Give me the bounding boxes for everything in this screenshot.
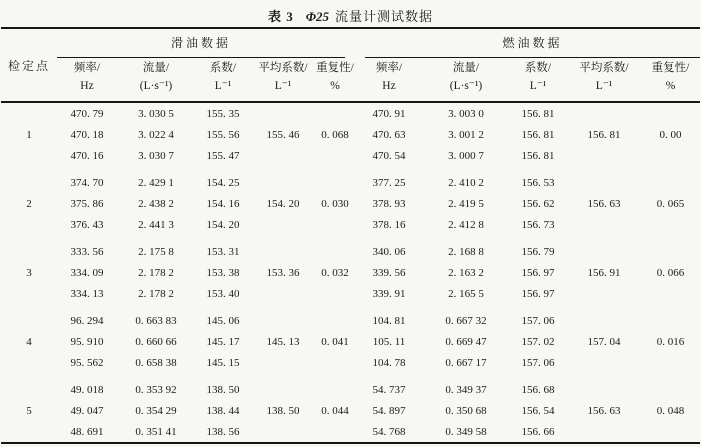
lube-avg-value: 155. 46 xyxy=(266,128,300,141)
header-line2: Hz xyxy=(80,80,94,92)
lube-flow-value: 3. 030 5 xyxy=(138,107,174,120)
header-line1: 流量/ xyxy=(142,62,170,75)
fuel-freq-value: 104. 78 xyxy=(372,356,406,369)
point-number: 5 xyxy=(26,404,32,417)
lube-avg-value: 138. 50 xyxy=(266,404,300,417)
fuel-rep-value: 0. 016 xyxy=(656,335,685,348)
header-line1: 流量/ xyxy=(452,62,480,75)
fuel-freq-value: 470. 54 xyxy=(372,149,406,162)
lube-freq-value: 95. 910 xyxy=(70,335,104,348)
fuel-flow-value: 2. 163 2 xyxy=(448,266,484,279)
fuel-coef-value: 156. 81 xyxy=(521,128,555,141)
lube-flow-value: 2. 178 2 xyxy=(138,287,174,300)
lube-freq-value: 374. 70 xyxy=(70,176,104,189)
fuel-freq-value: 470. 91 xyxy=(372,107,406,120)
fuel-freq-value: 54. 897 xyxy=(372,404,406,417)
fuel-coef-value: 156. 68 xyxy=(521,383,555,396)
lube-group-header xyxy=(57,28,355,58)
lube-flow-value: 3. 030 7 xyxy=(138,149,174,162)
fuel-coef-value: 156. 53 xyxy=(521,176,555,189)
fuel-rep-value: 0. 065 xyxy=(656,197,685,210)
lube-freq-value: 470. 18 xyxy=(70,128,104,141)
lube-flow-value: 2. 441 3 xyxy=(138,218,174,231)
lube-coef-value: 155. 47 xyxy=(206,149,240,162)
fuel-coef-value: 156. 97 xyxy=(521,266,555,279)
lube-freq-value: 48. 691 xyxy=(70,425,104,438)
point-number: 1 xyxy=(26,128,32,141)
fuel-flow-value: 3. 003 0 xyxy=(448,107,484,120)
fuel-flow-value: 0. 669 47 xyxy=(445,335,487,348)
fuel-flow-header xyxy=(423,58,509,102)
fuel-flow-value: 0. 350 68 xyxy=(445,404,487,417)
fuel-flow-value: 0. 667 17 xyxy=(445,356,487,369)
reading-row xyxy=(1,241,700,262)
lube-rep-value: 0. 030 xyxy=(321,197,349,210)
lube-flow-value: 0. 354 29 xyxy=(135,404,177,417)
lube-flow-value: 2. 429 1 xyxy=(138,176,174,189)
header-line1: 平均系数/ xyxy=(258,62,308,75)
fuel-freq-value: 377. 25 xyxy=(372,176,406,189)
table-title-text: 流量计测试数据 xyxy=(335,9,434,24)
lube-flow-value: 2. 175 8 xyxy=(138,245,174,258)
fuel-flow-value: 3. 001 2 xyxy=(448,128,484,141)
lube-coef-header xyxy=(195,58,251,102)
lube-rep-value: 0. 041 xyxy=(321,335,349,348)
fuel-freq-value: 105. 11 xyxy=(372,335,406,348)
fuel-avg-value: 157. 04 xyxy=(587,335,621,348)
fuel-flow-value: 0. 349 37 xyxy=(445,383,487,396)
fuel-freq-value: 54. 737 xyxy=(372,383,406,396)
header-line2: % xyxy=(665,80,676,92)
group-header-row xyxy=(1,28,700,58)
lube-coef-value: 153. 31 xyxy=(206,245,240,258)
lube-flow-value: 0. 658 38 xyxy=(135,356,177,369)
fuel-freq-value: 378. 93 xyxy=(372,197,406,210)
fuel-freq-value: 378. 16 xyxy=(372,218,406,231)
flow-meter-test-table xyxy=(1,27,700,444)
fuel-coef-value: 156. 62 xyxy=(521,197,555,210)
fuel-avg-value: 156. 63 xyxy=(587,197,621,210)
fuel-avg-value: 156. 81 xyxy=(587,128,621,141)
lube-flow-header xyxy=(117,58,195,102)
lube-flow-value: 0. 351 41 xyxy=(135,425,177,438)
point-group-3 xyxy=(1,241,700,304)
fuel-flow-value: 0. 349 58 xyxy=(445,425,487,438)
lube-coef-value: 154. 16 xyxy=(206,197,240,210)
lube-freq-value: 49. 018 xyxy=(70,383,104,396)
fuel-group-header xyxy=(355,28,700,58)
fuel-flow-value: 2. 419 5 xyxy=(448,197,484,210)
header-line2: (L·s⁻¹) xyxy=(449,80,483,92)
fuel-coef-value: 157. 02 xyxy=(521,335,555,348)
lube-freq-value: 95. 562 xyxy=(70,356,104,369)
lube-avg-value: 145. 13 xyxy=(266,335,300,348)
point-group-4 xyxy=(1,310,700,373)
column-header-row xyxy=(1,58,700,102)
fuel-rep-value: 0. 048 xyxy=(656,404,685,417)
point-group-5 xyxy=(1,379,700,443)
table-number: 表 3 xyxy=(267,9,294,24)
lube-coef-value: 153. 40 xyxy=(206,287,240,300)
fuel-coef-value: 157. 06 xyxy=(521,314,555,327)
lube-coef-value: 154. 20 xyxy=(206,218,240,231)
fuel-rep-value: 0. 00 xyxy=(659,128,682,141)
header-line1: 系数/ xyxy=(524,62,552,75)
lube-coef-value: 145. 15 xyxy=(206,356,240,369)
header-line1: 系数/ xyxy=(209,62,237,75)
lube-flow-value: 2. 178 2 xyxy=(138,266,174,279)
reading-row xyxy=(1,379,700,400)
corner-header: 检定点 xyxy=(1,28,57,102)
fuel-freq-value: 54. 768 xyxy=(372,425,406,438)
fuel-coef-header xyxy=(509,58,567,102)
fuel-flow-value: 0. 667 32 xyxy=(445,314,487,327)
header-line2: % xyxy=(330,80,340,92)
lube-coef-value: 145. 17 xyxy=(206,335,240,348)
fuel-freq-value: 339. 91 xyxy=(372,287,406,300)
header-line2: L⁻¹ xyxy=(214,80,232,92)
lube-rep-value: 0. 044 xyxy=(321,404,349,417)
lube-freq-value: 96. 294 xyxy=(70,314,104,327)
header-line1: 平均系数/ xyxy=(579,62,629,75)
fuel-coef-value: 156. 54 xyxy=(521,404,555,417)
fuel-rep-value: 0. 066 xyxy=(656,266,685,279)
point-number: 2 xyxy=(26,197,32,210)
lube-freq-value: 334. 13 xyxy=(70,287,104,300)
point-group-2 xyxy=(1,172,700,235)
lube-flow-value: 2. 438 2 xyxy=(138,197,174,210)
table-header xyxy=(1,28,700,102)
lube-coef-value: 154. 25 xyxy=(206,176,240,189)
fuel-group-label: 燃油数据 xyxy=(365,34,700,58)
reading-row xyxy=(1,172,700,193)
fuel-freq-header xyxy=(355,58,423,102)
table-title xyxy=(0,0,701,27)
fuel-freq-value: 470. 63 xyxy=(372,128,406,141)
lube-coef-value: 138. 56 xyxy=(206,425,240,438)
fuel-rep-header xyxy=(641,58,700,102)
fuel-coef-value: 156. 81 xyxy=(521,149,555,162)
header-line2: L⁻¹ xyxy=(595,80,613,92)
lube-freq-value: 470. 79 xyxy=(70,107,104,120)
lube-flow-value: 0. 660 66 xyxy=(135,335,177,348)
fuel-freq-value: 340. 06 xyxy=(372,245,406,258)
fuel-avg-value: 156. 91 xyxy=(587,266,621,279)
fuel-freq-value: 104. 81 xyxy=(372,314,406,327)
point-number: 4 xyxy=(26,335,32,348)
fuel-coef-value: 156. 97 xyxy=(521,287,555,300)
lube-avg-value: 154. 20 xyxy=(266,197,300,210)
lube-rep-value: 0. 068 xyxy=(321,128,349,141)
header-line2: (L·s⁻¹) xyxy=(139,80,173,92)
lube-rep-value: 0. 032 xyxy=(321,266,349,279)
fuel-flow-value: 2. 168 8 xyxy=(448,245,484,258)
lube-coef-value: 153. 38 xyxy=(206,266,240,279)
lube-coef-value: 155. 35 xyxy=(206,107,240,120)
header-line1: 重复性/ xyxy=(316,62,354,75)
lube-freq-value: 376. 43 xyxy=(70,218,104,231)
header-line1: 频率/ xyxy=(375,62,403,75)
lube-freq-value: 333. 56 xyxy=(70,245,104,258)
lube-flow-value: 3. 022 4 xyxy=(138,128,174,141)
header-line2: L⁻¹ xyxy=(274,80,292,92)
fuel-avg-value: 156. 63 xyxy=(587,404,621,417)
lube-freq-value: 49. 047 xyxy=(70,404,104,417)
fuel-flow-value: 2. 410 2 xyxy=(448,176,484,189)
lube-coef-value: 145. 06 xyxy=(206,314,240,327)
fuel-flow-value: 3. 000 7 xyxy=(448,149,484,162)
lube-freq-value: 334. 09 xyxy=(70,266,104,279)
lube-avg-header xyxy=(251,58,315,102)
lube-freq-value: 375. 86 xyxy=(70,197,104,210)
fuel-avg-header xyxy=(567,58,641,102)
lube-coef-value: 138. 44 xyxy=(206,404,240,417)
reading-row xyxy=(1,310,700,331)
lube-rep-header xyxy=(315,58,355,102)
fuel-coef-value: 157. 06 xyxy=(521,356,555,369)
lube-freq-header xyxy=(57,58,117,102)
lube-group-label: 滑油数据 xyxy=(57,34,345,58)
fuel-coef-value: 156. 79 xyxy=(521,245,555,258)
lube-coef-value: 155. 56 xyxy=(206,128,240,141)
fuel-flow-value: 2. 412 8 xyxy=(448,218,484,231)
diameter-symbol: Φ25 xyxy=(305,9,329,24)
fuel-coef-value: 156. 81 xyxy=(521,107,555,120)
lube-coef-value: 138. 50 xyxy=(206,383,240,396)
fuel-flow-value: 2. 165 5 xyxy=(448,287,484,300)
header-line1: 重复性/ xyxy=(651,62,690,75)
header-line1: 频率/ xyxy=(73,62,101,75)
fuel-freq-value: 339. 56 xyxy=(372,266,406,279)
header-line2: Hz xyxy=(382,80,396,92)
fuel-coef-value: 156. 66 xyxy=(521,425,555,438)
fuel-coef-value: 156. 73 xyxy=(521,218,555,231)
header-line2: L⁻¹ xyxy=(529,80,547,92)
lube-flow-value: 0. 663 83 xyxy=(135,314,177,327)
lube-flow-value: 0. 353 92 xyxy=(135,383,177,396)
lube-avg-value: 153. 36 xyxy=(266,266,300,279)
point-group-1 xyxy=(1,102,700,166)
reading-row xyxy=(1,102,700,124)
point-number: 3 xyxy=(26,266,32,279)
lube-freq-value: 470. 16 xyxy=(70,149,104,162)
